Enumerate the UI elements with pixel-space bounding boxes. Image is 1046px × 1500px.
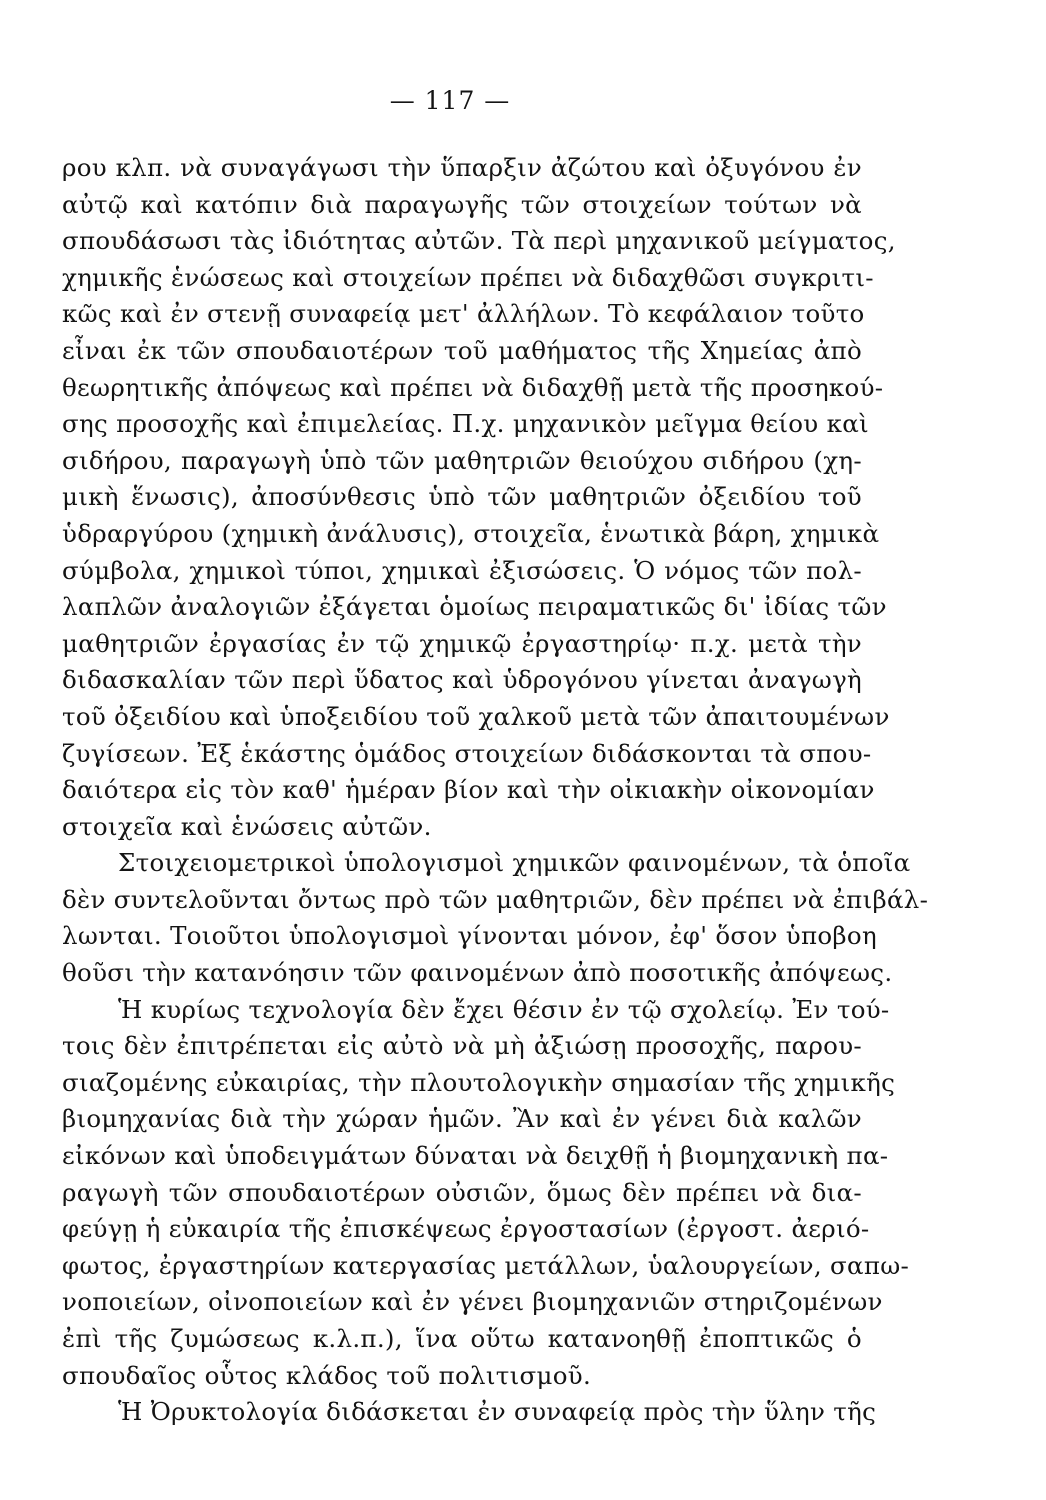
text-line: εἶναι ἐκ τῶν σπουδαιοτέρων τοῦ μαθήματος τῆς Χημείας ἀπὸ bbox=[62, 335, 862, 365]
text-line: ρου κλπ. νὰ συναγάγωσι τὴν ὕπαρξιν ἀζώτου καὶ ὀξυγόνου ἐν bbox=[62, 153, 862, 182]
text-line: σης προσοχῆς καὶ ἐπιμελείας. Π.χ. μηχανικὸν μεῖγμα θείου καὶ bbox=[62, 409, 869, 439]
text-line: θοῦσι τὴν κατανόησιν τῶν φαινομένων ἀπὸ ποσοτικῆς ἀπόψεως. bbox=[62, 958, 893, 988]
text-line: λαπλῶν ἀναλογιῶν ἐξάγεται ὁμοίως πειραματικῶς δι' ἰδίας τῶν bbox=[62, 592, 887, 622]
text-line: φωτος, ἐργαστηρίων κατεργασίας μετάλλων, ὑαλουργείων, σαπω- bbox=[62, 1250, 910, 1280]
text-line: διδασκαλίαν τῶν περὶ ὕδατος καὶ ὑδρογόνου γίνεται ἀναγωγὴ bbox=[62, 665, 862, 695]
text-line: δὲν συντελοῦνται ὄντως πρὸ τῶν μαθητριῶν, δὲν πρέπει νὰ ἐπιβάλ- bbox=[62, 884, 929, 914]
text-line: θεωρητικῆς ἀπόψεως καὶ πρέπει νὰ διδαχθῇ μετὰ τῆς προσηκού- bbox=[62, 372, 884, 402]
text-line: στοιχεῖα καὶ ἑνώσεις αὐτῶν. bbox=[62, 811, 432, 841]
text-line: σιδήρου, παραγωγὴ ὑπὸ τῶν μαθητριῶν θειούχου σιδήρου (χη- bbox=[62, 445, 862, 475]
text-line: ἐπὶ τῆς ζυμώσεως κ.λ.π.), ἵνα οὕτω κατανοηθῇ ἐποπτικῶς ὁ bbox=[62, 1324, 862, 1353]
page-number: — 117 — bbox=[389, 86, 511, 115]
text-line: σπουδαῖος οὗτος κλάδος τοῦ πολιτισμοῦ. bbox=[62, 1360, 592, 1390]
text-line: ζυγίσεων. Ἐξ ἑκάστης ὁμάδος στοιχείων διδάσκονται τὰ σπου- bbox=[62, 738, 872, 768]
text-line: μικὴ ἕνωσις), ἀποσύνθεσις ὑπὸ τῶν μαθητριῶν ὀξειδίου τοῦ bbox=[62, 482, 862, 512]
text-line: νοποιείων, οἰνοποιείων καὶ ἐν γένει βιομηχανιῶν στηριζομένων bbox=[62, 1287, 883, 1317]
body-text bbox=[62, 150, 929, 1431]
text-line: χημικῆς ἑνώσεως καὶ στοιχείων πρέπει νὰ διδαχθῶσι συγκριτι- bbox=[62, 262, 874, 292]
text-line: τοῦ ὀξειδίου καὶ ὑποξειδίου τοῦ χαλκοῦ μετὰ τῶν ἀπαιτουμένων bbox=[62, 701, 890, 731]
text-line: σύμβολα, χημικοὶ τύποι, χημικαὶ ἐξισώσεις. Ὁ νόμος τῶν πολ- bbox=[62, 555, 862, 585]
text-line: αὐτῷ καὶ κατόπιν διὰ παραγωγῆς τῶν στοιχείων τούτων νὰ bbox=[62, 189, 862, 219]
text-line: Ἡ κυρίως τεχνολογία δὲν ἔχει θέσιν ἐν τῷ σχολείῳ. Ἐν τού- bbox=[118, 994, 890, 1024]
text-line: σιαζομένης εὐκαιρίας, τὴν πλουτολογικὴν σημασίαν τῆς χημικῆς bbox=[62, 1067, 896, 1097]
text-line: κῶς καὶ ἐν στενῇ συναφείᾳ μετ' ἀλλήλων. Τὸ κεφάλαιον τοῦτο bbox=[62, 299, 865, 329]
text-line: σπουδάσωσι τὰς ἰδιότητας αὐτῶν. Τὰ περὶ μηχανικοῦ μείγματος, bbox=[62, 226, 896, 256]
text-line: τοις δὲν ἐπιτρέπεται εἰς αὐτὸ νὰ μὴ ἀξιώσῃ προσοχῆς, παρου- bbox=[62, 1031, 862, 1061]
text-line: Ἡ Ὀρυκτολογία διδάσκεται ἐν συναφείᾳ πρὸς τὴν ὕλην τῆς bbox=[118, 1397, 877, 1427]
text-line: βιομηχανίας διὰ τὴν χώραν ἡμῶν. Ἂν καὶ ἐν γένει διὰ καλῶν bbox=[62, 1104, 862, 1134]
text-line: ραγωγὴ τῶν σπουδαιοτέρων οὐσιῶν, ὅμως δὲν πρέπει νὰ δια- bbox=[62, 1177, 862, 1207]
text-line: μαθητριῶν ἐργασίας ἐν τῷ χημικῷ ἐργαστηρίῳ· π.χ. μετὰ τὴν bbox=[62, 628, 862, 658]
text-line: εἰκόνων καὶ ὑποδειγμάτων δύναται νὰ δειχθῇ ἡ βιομηχανικὴ πα- bbox=[62, 1141, 889, 1171]
text-line: δαιότερα εἰς τὸν καθ' ἡμέραν βίον καὶ τὴν οἰκιακὴν οἰκονομίαν bbox=[62, 775, 875, 805]
text-line: λωνται. Τοιοῦτοι ὑπολογισμοὶ γίνονται μόνον, ἐφ' ὅσον ὑποβοη bbox=[62, 921, 877, 951]
text-line: ὑδραργύρου (χημικὴ ἀνάλυσις), στοιχεῖα, ἑνωτικὰ βάρη, χημικὰ bbox=[62, 518, 880, 548]
text-line: φεύγῃ ἡ εὐκαιρία τῆς ἐπισκέψεως ἐργοστασίων (ἐργοστ. ἀεριό- bbox=[62, 1214, 870, 1244]
text-line: Στοιχειομετρικοὶ ὑπολογισμοὶ χημικῶν φαινομένων, τὰ ὁποῖα bbox=[118, 848, 911, 878]
